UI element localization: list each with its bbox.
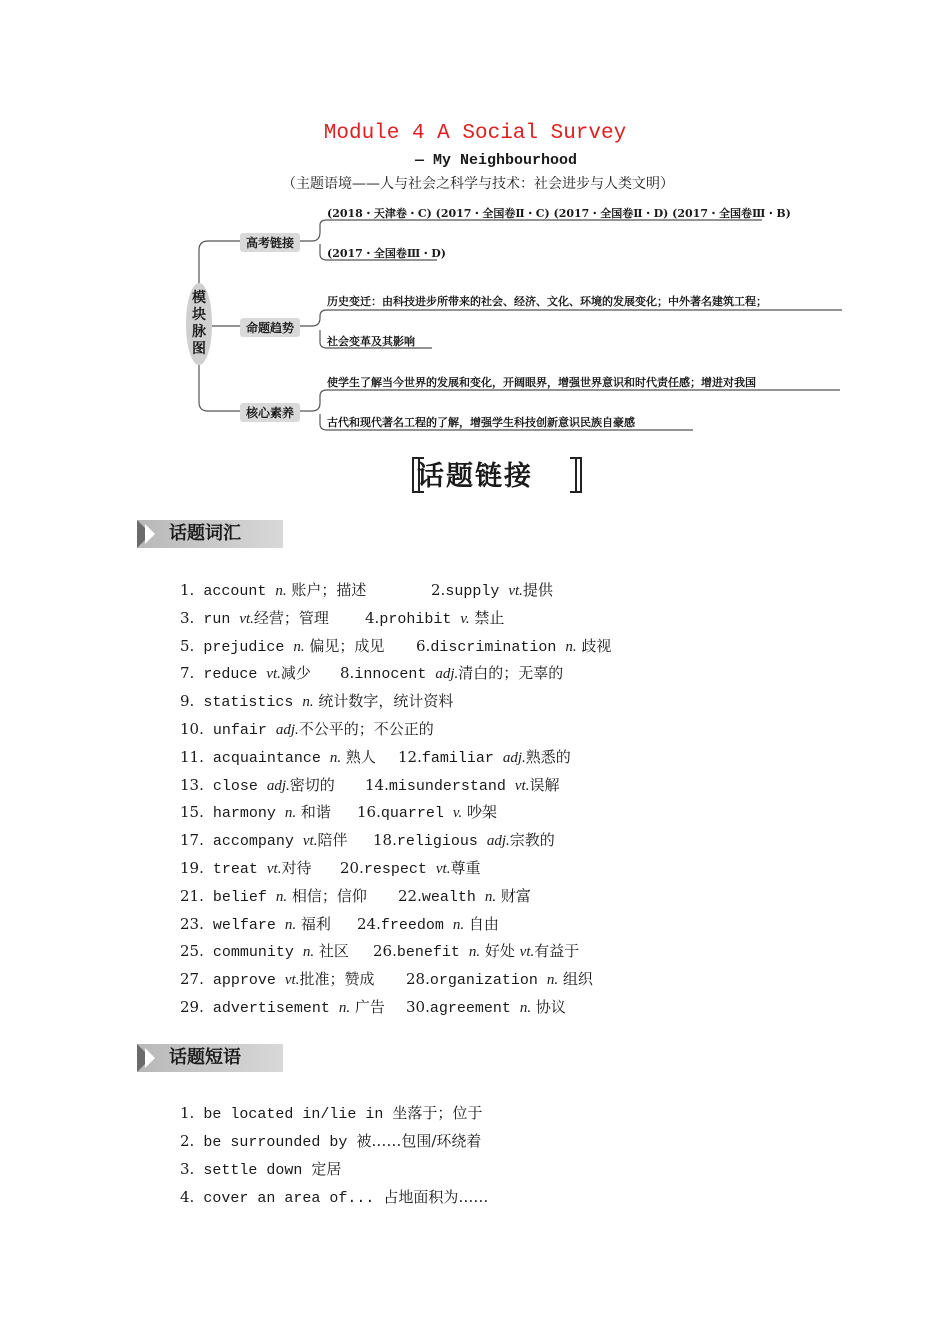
list-item: 23. welfare n. 福利 — [180, 915, 331, 934]
list-item: 30.agreement n. 协议 — [406, 998, 566, 1017]
mind-map-text: (2017・全国卷Ⅲ・D) — [327, 247, 446, 260]
list-item: 13. close adj.密切的 — [180, 776, 335, 795]
section-title: 话题短语 — [169, 1047, 241, 1068]
banner-brackets — [0, 0, 950, 500]
list-item: 4.prohibit v. 禁止 — [365, 609, 505, 628]
mind-map-label-exam: 高考链接 — [240, 233, 300, 252]
list-item: 15. harmony n. 和谐 — [180, 803, 331, 822]
topic-link-banner: 话题链接 — [417, 461, 533, 492]
list-item: 7. reduce vt.减少 — [180, 664, 311, 683]
mind-map-label-trend: 命题趋势 — [240, 318, 300, 337]
module-title: Module 4 A Social Survey — [323, 122, 627, 145]
list-item: 11. acquaintance n. 熟人 — [180, 748, 376, 767]
list-item: 3. run vt.经营；管理 — [180, 609, 329, 628]
mind-map-text: 使学生了解当今世界的发展和变化，开阔眼界，增强世界意识和时代责任感；增进对我国 — [327, 376, 756, 389]
section-header-phrases — [137, 1044, 283, 1072]
theme-context: （主题语境——人与社会之科学与技术：社会进步与人类文明） — [282, 176, 674, 192]
list-item: 5. prejudice n. 偏见；成见 — [180, 637, 385, 656]
list-item: 12.familiar adj.熟悉的 — [398, 748, 571, 767]
list-item: 2. be surrounded by 被……包围/环绕着 — [180, 1132, 482, 1151]
list-item: 24.freedom n. 自由 — [357, 915, 499, 934]
list-item: 25. community n. 社区 — [180, 942, 349, 961]
section-header-vocabulary — [137, 520, 283, 548]
list-item: 3. settle down 定居 — [180, 1160, 342, 1179]
list-item: 10. unfair adj.不公平的；不公正的 — [180, 720, 434, 739]
mind-map-text: 古代和现代著名工程的了解，增强学生科技创新意识民族自豪感 — [327, 416, 635, 429]
list-item: 2.supply vt.提供 — [431, 581, 553, 600]
list-item: 20.respect vt.尊重 — [340, 859, 481, 878]
list-item: 9. statistics n. 统计数字，统计资料 — [180, 692, 454, 711]
mind-map-text: 社会变革及其影响 — [327, 335, 415, 348]
mind-map-text: 历史变迁：由科技进步所带来的社会、经济、文化、环境的发展变化；中外著名建筑工程； — [327, 295, 767, 308]
mind-map-label-literacy: 核心素养 — [240, 403, 300, 422]
list-item: 26.benefit n. 好处 vt.有益于 — [373, 942, 580, 961]
module-subtitle: — My Neighbourhood — [415, 152, 578, 169]
list-item: 18.religious adj.宗教的 — [373, 831, 555, 850]
list-item: 16.quarrel v. 吵架 — [357, 803, 497, 822]
list-item: 6.discrimination n. 歧视 — [416, 637, 612, 656]
list-item: 19. treat vt.对待 — [180, 859, 312, 878]
list-item: 17. accompany vt.陪伴 — [180, 831, 348, 850]
list-item: 8.innocent adj.清白的；无辜的 — [340, 664, 564, 683]
list-item: 27. approve vt.批准；赞成 — [180, 970, 375, 989]
mind-map-text: (2018・天津卷・C) (2017・全国卷Ⅱ・C) (2017・全国卷Ⅱ・D) (2017・全国卷Ⅲ・B) — [327, 207, 791, 220]
list-item: 29. advertisement n. 广告 — [180, 998, 385, 1017]
list-item: 14.misunderstand vt.误解 — [365, 776, 560, 795]
list-item: 1. be located in/lie in 坐落于；位于 — [180, 1104, 483, 1123]
list-item: 1. account n. 账户；描述 — [180, 581, 367, 600]
list-item: 22.wealth n. 财富 — [398, 887, 531, 906]
section-title: 话题词汇 — [169, 523, 241, 544]
list-item: 28.organization n. 组织 — [406, 970, 593, 989]
list-item: 21. belief n. 相信；信仰 — [180, 887, 367, 906]
mind-map-root: 模块脉图 — [186, 283, 212, 365]
list-item: 4. cover an area of... 占地面积为…… — [180, 1188, 489, 1207]
